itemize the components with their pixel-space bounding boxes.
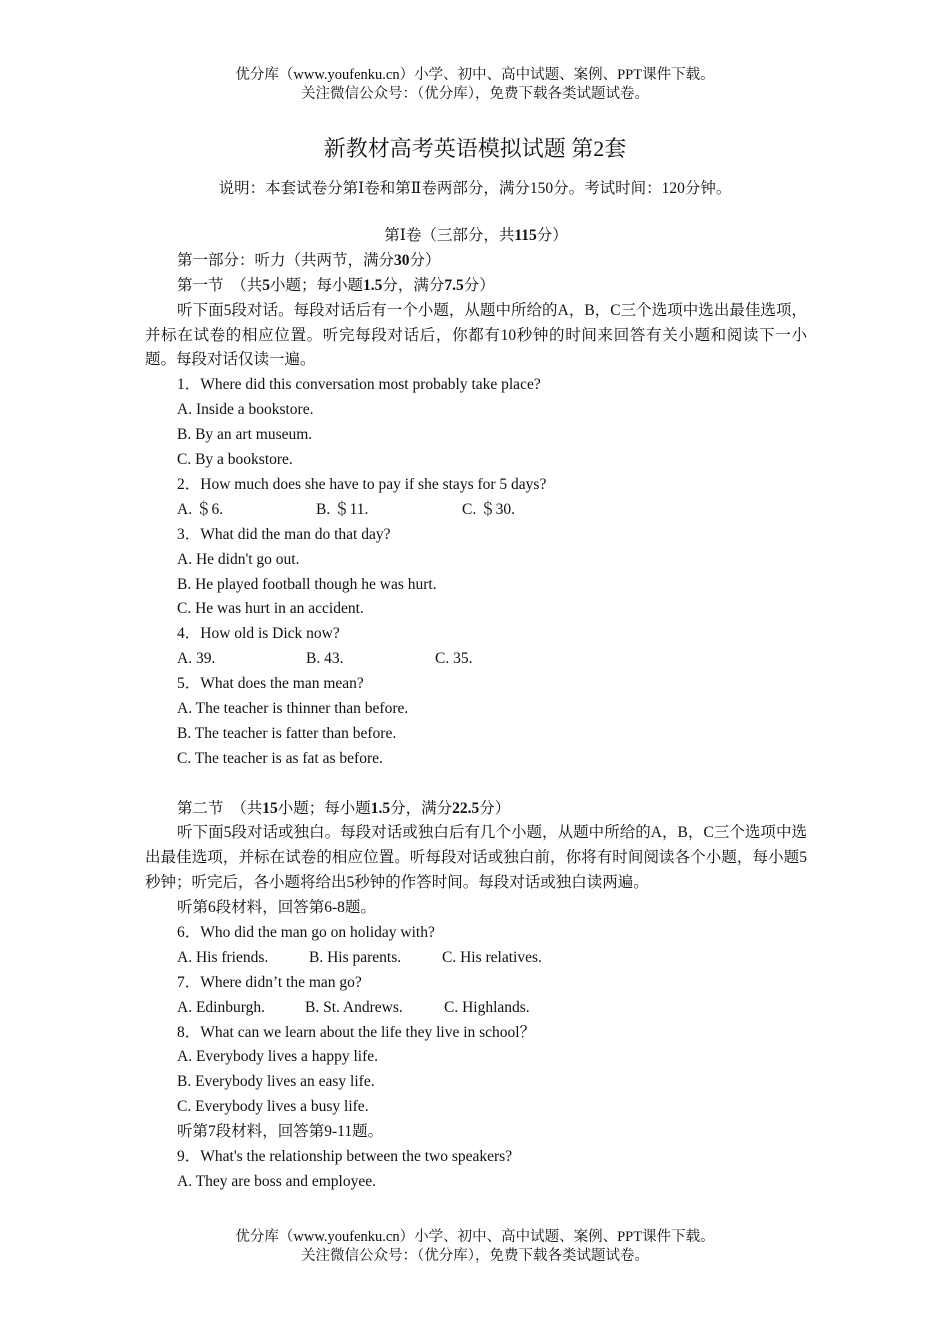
options-row <box>145 946 807 971</box>
question-1 <box>145 373 807 473</box>
option-a: A. Everybody lives a happy life. <box>177 1048 379 1066</box>
header-line-2: 关注微信公众号：（优分库），免费下载各类试题试卷。 <box>301 86 649 102</box>
material-7-heading: 听第7段材料，回答第9-11题。 <box>177 1123 384 1141</box>
option-c: C. 35. <box>435 650 473 668</box>
option-c: C. Everybody lives a busy life. <box>177 1098 369 1116</box>
option-c: C. ＄30. <box>462 500 515 518</box>
option-a: A. Edinburgh. <box>177 998 265 1016</box>
option-a: A. ＄6. <box>177 500 224 518</box>
option-a: A. Inside a bookstore. <box>177 401 314 419</box>
header-line-1: 优分库（www.youfenku.cn）小学、初中、高中试题、案例、PPT课件下载。 <box>235 67 715 83</box>
exam-content <box>145 224 807 1195</box>
question-2 <box>145 473 807 523</box>
option-c: C. The teacher is as fat as before. <box>177 749 383 767</box>
option-a: A. He didn't go out. <box>177 550 300 568</box>
spacer <box>145 772 807 797</box>
options-row <box>145 996 807 1021</box>
question-text: 1．Where did this conversation most probably take place? <box>177 376 541 394</box>
question-6 <box>145 921 807 971</box>
question-text: 2．How much does she have to pay if she stays for 5 days? <box>177 475 547 493</box>
options-row <box>145 647 807 672</box>
option-b: B. ＄11. <box>316 500 369 518</box>
option-b: B. Everybody lives an easy life. <box>177 1073 375 1091</box>
option-a: A. The teacher is thinner than before. <box>177 699 409 717</box>
question-8 <box>145 1021 807 1121</box>
option-c: C. His relatives. <box>442 948 542 966</box>
section-2-heading: 第二节 （共15小题；每小题1.5分，满分22.5分） <box>177 799 511 817</box>
question-text: 5．What does the man mean? <box>177 675 364 693</box>
option-c: C. He was hurt in an accident. <box>177 600 364 618</box>
option-a: A. 39. <box>177 650 216 668</box>
option-c: C. By a bookstore. <box>177 451 293 469</box>
options-row <box>145 498 807 523</box>
volume-heading: 第Ⅰ卷（三部分，共115分） <box>384 227 568 244</box>
footer-line-2: 关注微信公众号：（优分库），免费下载各类试题试卷。 <box>301 1248 649 1264</box>
page-header <box>0 66 950 104</box>
question-text: 8．What can we learn about the life they live in school？ <box>177 1023 536 1041</box>
footer-line-1: 优分库（www.youfenku.cn）小学、初中、高中试题、案例、PPT课件下载。 <box>235 1229 715 1245</box>
option-b: B. The teacher is fatter than before. <box>177 724 397 742</box>
exam-title: 新教材高考英语模拟试题 第2套 <box>323 136 627 161</box>
part-heading: 第一部分：听力（共两节，满分30分） <box>177 251 441 269</box>
option-b: B. St. Andrews. <box>305 998 403 1016</box>
option-a: A. His friends. <box>177 948 269 966</box>
option-b: B. By an art museum. <box>177 426 313 444</box>
option-c: C. Highlands. <box>444 998 530 1016</box>
option-a: A. They are boss and employee. <box>177 1172 377 1190</box>
question-5 <box>145 672 807 772</box>
question-text: 3．What did the man do that day? <box>177 525 391 543</box>
question-text: 9．What's the relationship between the two speakers? <box>177 1148 513 1166</box>
question-text: 7．Where didn’t the man go? <box>177 973 362 991</box>
section-1-heading: 第一节 （共5小题；每小题1.5分，满分7.5分） <box>177 276 495 294</box>
section-2-instructions: 听下面5段对话或独白。每段对话或独白后有几个小题，从题中所给的A，B，C三个选项中选出最佳选项，并标在试卷的相应位置。听每段对话或独白前，你将有时间阅读各个小题，每小题5秒钟；听完后，各小题将给出5秒钟的作答时间。每段对话或独白读两遍。 <box>145 824 807 892</box>
material-6-heading: 听第6段材料，回答第6-8题。 <box>177 899 376 917</box>
exam-note: 说明：本套试卷分第Ⅰ卷和第Ⅱ卷两部分，满分150分。考试时间：120分钟。 <box>218 180 732 197</box>
section-1-instructions: 听下面5段对话。每段对话后有一个小题，从题中所给的A，B，C三个选项中选出最佳选项，并标在试卷的相应位置。听完每段对话后，你都有10秒钟的时间来回答有关小题和阅读下一小题。每段对话仅读一遍。 <box>145 301 807 369</box>
question-text: 6．Who did the man go on holiday with? <box>177 924 435 942</box>
question-text: 4．How old is Dick now? <box>177 625 340 643</box>
page-footer <box>0 1228 950 1266</box>
question-7 <box>145 971 807 1021</box>
option-b: B. His parents. <box>309 948 402 966</box>
question-4 <box>145 622 807 672</box>
option-b: B. He played football though he was hurt. <box>177 575 437 593</box>
question-9 <box>145 1145 807 1195</box>
question-3 <box>145 523 807 623</box>
option-b: B. 43. <box>306 650 344 668</box>
